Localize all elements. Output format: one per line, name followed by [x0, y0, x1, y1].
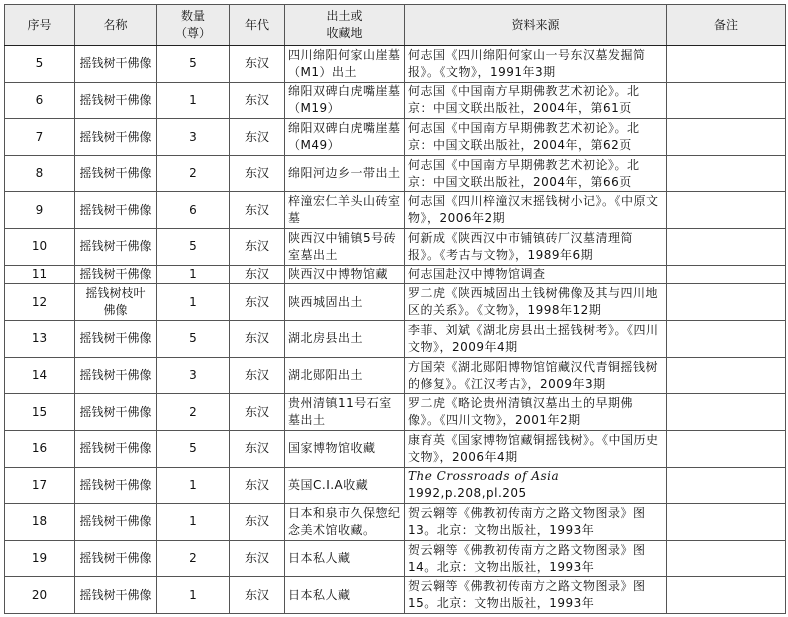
cell-era: 东汉	[230, 46, 285, 83]
cell-name: 摇钱树干佛像	[75, 155, 157, 192]
table-row	[5, 82, 786, 119]
cell-location: 日本私人藏	[285, 577, 405, 614]
table-row	[5, 119, 786, 156]
cell-count: 1	[157, 467, 230, 504]
source-title-italic: The Crossroads of Asia	[408, 469, 560, 484]
header-note: 备注	[667, 5, 786, 46]
table-row	[5, 229, 786, 266]
cell-note	[667, 394, 786, 431]
table-row	[5, 192, 786, 229]
artifact-table	[4, 4, 786, 614]
table-row	[5, 430, 786, 467]
cell-location: 日本私人藏	[285, 540, 405, 577]
cell-name: 摇钱树干佛像	[75, 192, 157, 229]
cell-location: 陕西城固出土	[285, 284, 405, 321]
cell-era: 东汉	[230, 321, 285, 358]
cell-source: 何志国《中国南方早期佛教艺术初论》。北京：中国文联出版社，2004年，第66页	[405, 155, 667, 192]
cell-count: 3	[157, 119, 230, 156]
cell-note	[667, 46, 786, 83]
cell-era: 东汉	[230, 540, 285, 577]
table-row	[5, 467, 786, 504]
cell-index: 19	[5, 540, 75, 577]
cell-location: 贵州清镇11号石室墓出土	[285, 394, 405, 431]
header-location: 出土或 收藏地	[285, 5, 405, 46]
cell-name: 摇钱树干佛像	[75, 119, 157, 156]
cell-index: 16	[5, 430, 75, 467]
cell-note	[667, 284, 786, 321]
cell-count: 3	[157, 357, 230, 394]
cell-era: 东汉	[230, 394, 285, 431]
cell-count: 1	[157, 577, 230, 614]
cell-era: 东汉	[230, 229, 285, 266]
cell-source: 贺云翱等《佛教初传南方之路文物图录》图15。北京：文物出版社，1993年	[405, 577, 667, 614]
cell-count: 1	[157, 265, 230, 284]
cell-count: 6	[157, 192, 230, 229]
cell-count: 2	[157, 394, 230, 431]
cell-location: 绵阳河边乡一带出土	[285, 155, 405, 192]
cell-name: 摇钱树枝叶 佛像	[75, 284, 157, 321]
cell-source: 何志国《四川梓潼汉末摇钱树小记》。《中原文物》，2006年2期	[405, 192, 667, 229]
cell-era: 东汉	[230, 430, 285, 467]
source-detail: 1992,p.208,pl.205	[408, 486, 527, 501]
table-row	[5, 46, 786, 83]
cell-era: 东汉	[230, 82, 285, 119]
cell-index: 8	[5, 155, 75, 192]
table-header	[5, 5, 786, 46]
cell-source: 罗二虎《陕西城固出土钱树佛像及其与四川地区的关系》。《文物》，1998年12期	[405, 284, 667, 321]
cell-location: 日本和泉市久保惣纪念美术馆收藏。	[285, 504, 405, 541]
cell-note	[667, 82, 786, 119]
cell-era: 东汉	[230, 265, 285, 284]
cell-index: 11	[5, 265, 75, 284]
cell-note	[667, 119, 786, 156]
table-body	[5, 46, 786, 614]
cell-source: 何志国《四川绵阳何家山一号东汉墓发掘简报》。《文物》，1991年3期	[405, 46, 667, 83]
header-index: 序号	[5, 5, 75, 46]
header-count: 数量 （尊）	[157, 5, 230, 46]
cell-source: 罗二虎《略论贵州清镇汉墓出土的早期佛像》。《四川文物》，2001年2期	[405, 394, 667, 431]
cell-source: 贺云翱等《佛教初传南方之路文物图录》图14。北京：文物出版社，1993年	[405, 540, 667, 577]
cell-name: 摇钱树干佛像	[75, 430, 157, 467]
cell-location: 英国C.I.A收藏	[285, 467, 405, 504]
cell-count: 1	[157, 284, 230, 321]
cell-source: 何志国赴汉中博物馆调查	[405, 265, 667, 284]
cell-index: 9	[5, 192, 75, 229]
cell-source: 贺云翱等《佛教初传南方之路文物图录》图13。北京：文物出版社，1993年	[405, 504, 667, 541]
table-row	[5, 357, 786, 394]
cell-note	[667, 229, 786, 266]
header-source: 资料来源	[405, 5, 667, 46]
cell-count: 5	[157, 321, 230, 358]
table-row	[5, 540, 786, 577]
cell-count: 5	[157, 430, 230, 467]
cell-era: 东汉	[230, 155, 285, 192]
cell-source	[405, 467, 667, 504]
table-row	[5, 265, 786, 284]
cell-index: 12	[5, 284, 75, 321]
header-name: 名称	[75, 5, 157, 46]
cell-location: 陕西汉中铺镇5号砖室墓出土	[285, 229, 405, 266]
cell-name: 摇钱树干佛像	[75, 265, 157, 284]
cell-location: 陕西汉中博物馆藏	[285, 265, 405, 284]
cell-index: 14	[5, 357, 75, 394]
cell-name: 摇钱树干佛像	[75, 394, 157, 431]
cell-era: 东汉	[230, 577, 285, 614]
cell-note	[667, 155, 786, 192]
cell-source: 何新成《陕西汉中市铺镇砖厂汉墓清理简报》。《考古与文物》，1989年6期	[405, 229, 667, 266]
cell-era: 东汉	[230, 504, 285, 541]
cell-index: 17	[5, 467, 75, 504]
cell-location: 湖北房县出土	[285, 321, 405, 358]
cell-index: 10	[5, 229, 75, 266]
cell-count: 2	[157, 540, 230, 577]
cell-location: 梓潼宏仁羊头山砖室墓	[285, 192, 405, 229]
cell-note	[667, 577, 786, 614]
cell-name: 摇钱树干佛像	[75, 321, 157, 358]
cell-name: 摇钱树干佛像	[75, 229, 157, 266]
table-row	[5, 504, 786, 541]
cell-count: 1	[157, 82, 230, 119]
cell-era: 东汉	[230, 357, 285, 394]
cell-count: 1	[157, 504, 230, 541]
cell-name: 摇钱树干佛像	[75, 540, 157, 577]
cell-source: 康育英《国家博物馆藏铜摇钱树》。《中国历史文物》，2006年4期	[405, 430, 667, 467]
cell-name: 摇钱树干佛像	[75, 46, 157, 83]
cell-count: 2	[157, 155, 230, 192]
cell-name: 摇钱树干佛像	[75, 467, 157, 504]
cell-note	[667, 467, 786, 504]
cell-note	[667, 357, 786, 394]
cell-name: 摇钱树干佛像	[75, 82, 157, 119]
cell-note	[667, 504, 786, 541]
cell-name: 摇钱树干佛像	[75, 504, 157, 541]
cell-source: 李菲、刘斌《湖北房县出土摇钱树考》。《四川文物》，2009年4期	[405, 321, 667, 358]
cell-source: 方国荣《湖北郧阳博物馆馆藏汉代青铜摇钱树的修复》。《江汉考古》，2009年3期	[405, 357, 667, 394]
cell-index: 7	[5, 119, 75, 156]
table-row	[5, 577, 786, 614]
header-era: 年代	[230, 5, 285, 46]
cell-location: 湖北郧阳出土	[285, 357, 405, 394]
cell-name: 摇钱树干佛像	[75, 577, 157, 614]
table-row	[5, 284, 786, 321]
cell-note	[667, 265, 786, 284]
cell-index: 6	[5, 82, 75, 119]
table-row	[5, 155, 786, 192]
table-row	[5, 321, 786, 358]
cell-location: 国家博物馆收藏	[285, 430, 405, 467]
cell-note	[667, 430, 786, 467]
cell-era: 东汉	[230, 192, 285, 229]
cell-index: 20	[5, 577, 75, 614]
cell-source: 何志国《中国南方早期佛教艺术初论》。北京：中国文联出版社，2004年，第62页	[405, 119, 667, 156]
cell-count: 5	[157, 46, 230, 83]
cell-name: 摇钱树干佛像	[75, 357, 157, 394]
cell-era: 东汉	[230, 119, 285, 156]
cell-source: 何志国《中国南方早期佛教艺术初论》。北京：中国文联出版社，2004年，第61页	[405, 82, 667, 119]
cell-location: 绵阳双碑白虎嘴崖墓（M19）	[285, 82, 405, 119]
cell-index: 18	[5, 504, 75, 541]
cell-era: 东汉	[230, 467, 285, 504]
cell-index: 13	[5, 321, 75, 358]
table-row	[5, 394, 786, 431]
cell-location: 四川绵阳何家山崖墓（M1）出土	[285, 46, 405, 83]
cell-location: 绵阳双碑白虎嘴崖墓（M49）	[285, 119, 405, 156]
cell-note	[667, 321, 786, 358]
cell-era: 东汉	[230, 284, 285, 321]
cell-note	[667, 540, 786, 577]
header-row	[5, 5, 786, 46]
cell-note	[667, 192, 786, 229]
cell-count: 5	[157, 229, 230, 266]
cell-index: 5	[5, 46, 75, 83]
cell-index: 15	[5, 394, 75, 431]
